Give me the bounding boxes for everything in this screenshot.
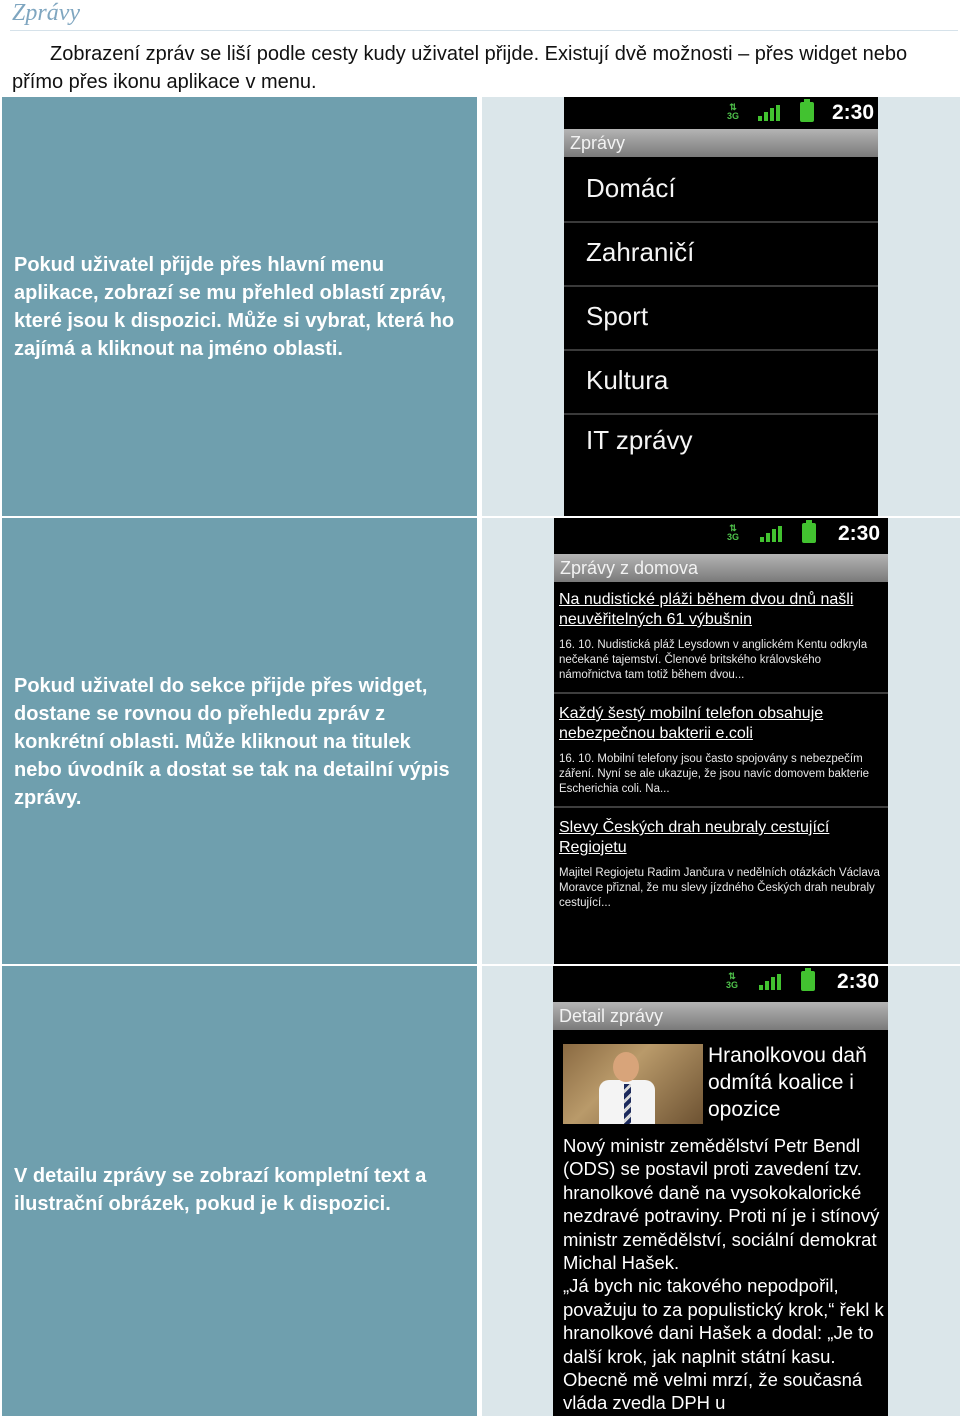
- description-cell: [2, 97, 477, 516]
- network-icon: ⇅ 3G: [725, 971, 738, 990]
- signal-icon: [758, 105, 782, 121]
- signal-icon: [760, 526, 784, 542]
- phone-screen-menu: [564, 97, 878, 516]
- photo-person-tie: [624, 1084, 631, 1124]
- description-text: Pokud uživatel do sekce přijde přes widget, dostane se rovnou do přehledu zpráv z konkrétní oblasti. Může kliknout na titulek nebo úvodník a dostat se tak na detailní výpis zprávy.: [14, 675, 450, 809]
- screen-title: Detail zprávy: [553, 1002, 888, 1030]
- article-title: Hranolkovou daň odmítá koalice i opozice: [708, 1044, 867, 1121]
- battery-icon: [800, 102, 814, 122]
- news-title-link[interactable]: Slevy Českých drah neubraly cestující Regiojetu: [559, 819, 830, 856]
- screen-title: Zprávy: [564, 129, 878, 157]
- news-title-link[interactable]: Každý šestý mobilní telefon obsahuje nebezpečnou bakterii e.coli: [559, 705, 824, 742]
- menu-item-kultura[interactable]: [564, 351, 878, 415]
- row-news-list: [0, 518, 960, 964]
- menu-item-label: Zahraničí: [586, 237, 695, 267]
- clock: 2:30: [837, 970, 880, 993]
- news-lead[interactable]: 16. 10. Nudistická pláž Leysdown v anglickém Kentu odkryla nečekané tajemství. Členové britského královského námořnictva tam totiž během dvou...: [559, 639, 868, 681]
- network-icon: ⇅ 3G: [726, 523, 739, 542]
- phone-screen-news-list: [554, 518, 888, 964]
- article-photo: [563, 1044, 703, 1124]
- news-item[interactable]: [554, 584, 888, 694]
- screen-title: Zprávy z domova: [554, 554, 888, 582]
- intro-paragraph: Zobrazení zpráv se liší podle cesty kudy uživatel přijde. Existují dvě možnosti – přes widget nebo přímo přes ikonu aplikace v menu.: [12, 43, 908, 93]
- row-main-menu: [0, 97, 960, 516]
- news-lead[interactable]: Majitel Regiojetu Radim Jančura v nedělních otázkách Václava Moravce přiznal, že mu slevy jízdného Českých drah neubraly cestující...: [559, 867, 880, 909]
- description-cell: [2, 518, 477, 964]
- menu-item-zahranici[interactable]: [564, 223, 878, 287]
- status-bar: [564, 97, 878, 129]
- battery-icon: [801, 971, 815, 991]
- menu-item-label: Domácí: [586, 173, 676, 203]
- status-bar: [554, 518, 888, 550]
- status-bar: [553, 966, 888, 998]
- menu-item-label: Sport: [586, 301, 649, 331]
- menu-item-it-zpravy[interactable]: [564, 411, 878, 473]
- heading-rule: [10, 30, 958, 31]
- menu-item-label: IT zprávy: [586, 425, 693, 455]
- row-article-detail: [0, 966, 960, 1416]
- news-item[interactable]: [554, 698, 888, 808]
- phone-screen-detail: [553, 966, 888, 1416]
- menu-item-sport[interactable]: [564, 287, 878, 351]
- description-text: V detailu zprávy se zobrazí kompletní text a ilustrační obrázek, pokud je k dispozici.: [14, 1165, 427, 1215]
- news-title-link[interactable]: Na nudistické pláži během dvou dnů našli neuvěřitelných 61 výbušnin: [559, 591, 854, 628]
- battery-icon: [802, 523, 816, 543]
- menu-item-domaci[interactable]: [564, 159, 878, 223]
- news-lead[interactable]: 16. 10. Mobilní telefony jsou často spojovány s nebezpečím záření. Nyní se ale ukazuje, že jsou navíc domovem bakterie Escherichia coli. Na...: [559, 753, 870, 795]
- section-heading: Zprávy: [12, 0, 80, 26]
- menu-item-label: Kultura: [586, 365, 669, 395]
- signal-icon: [759, 974, 783, 990]
- news-item[interactable]: [554, 812, 888, 922]
- article-body: Nový ministr zemědělství Petr Bendl (ODS) se postavil proti zavedení tzv. hranolkové daně na vysokokalorické nezdravé potraviny. Proti ní je i stínový ministr zemědělství, sociální demokrat Michal Hašek. „Já bych nic takového nepodpořil, považuju to za populistický krok,“ řekl k hranolkové dani Hašek a dodal: „Je to další krok, jak naplnit státní kasu. Obecně mě velmi mrzí, že současná vláda zvedla DPH u: [563, 1135, 884, 1414]
- description-cell: [2, 966, 477, 1416]
- photo-person-head: [613, 1052, 639, 1082]
- clock: 2:30: [838, 522, 881, 545]
- clock: 2:30: [832, 101, 875, 124]
- description-text: Pokud uživatel přijde přes hlavní menu aplikace, zobrazí se mu přehled oblastí zpráv, které jsou k dispozici. Může si vybrat, která ho zajímá a kliknout na jméno oblasti.: [14, 254, 455, 360]
- network-icon: ⇅ 3G: [726, 102, 739, 121]
